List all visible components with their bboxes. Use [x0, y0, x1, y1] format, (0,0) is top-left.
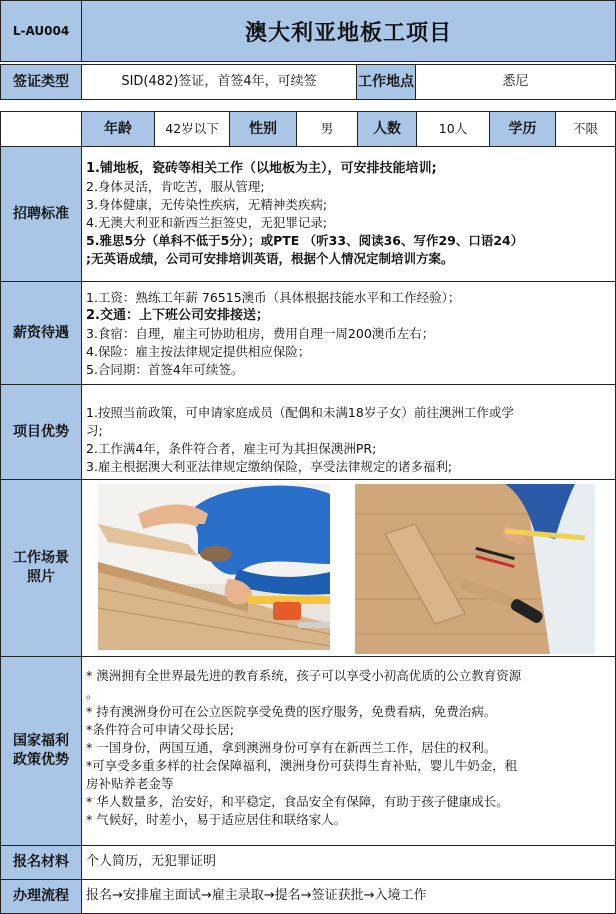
welfare-line-3: * 持有澳洲身份可在公立医院享受免费的医疗服务，免费看病，免费治病。: [86, 704, 497, 719]
page-title-text: 澳大利亚地板工项目: [244, 20, 452, 46]
process-label: 办理流程: [0, 879, 82, 914]
salary-line-4: 4.保险：雇主按法律规定提供相应保险；: [86, 344, 311, 359]
welfare-line-2: 。: [86, 686, 99, 701]
headcount-value: 10人: [416, 111, 490, 147]
recruit-content: [81, 146, 616, 282]
salary-label: 薪资待遇: [0, 281, 82, 385]
recruit-line-4: 4.无澳大利亚和新西兰拒签史，无犯罪记录;: [86, 215, 328, 230]
gender-value: 男: [296, 111, 358, 147]
flooring-tools-photo-2: [355, 484, 595, 654]
advantages-label: 项目优势: [0, 384, 82, 480]
salary-line-5: 5.合同期：首签4年可续签。: [86, 362, 244, 377]
photos-label-line2: 照片: [27, 569, 55, 585]
salary-line-1: 1.工资：熟练工年薪 76515澳币（具体根据技能水平和工作经验）；: [86, 290, 461, 305]
visa-type-value: SID(482)签证，首签4年，可续签: [81, 64, 357, 100]
welfare-label-line1: 国家福利: [13, 733, 69, 749]
recruit-line-1: 1.铺地板，瓷砖等相关工作（以地板为主），可安排技能培训;: [86, 161, 437, 176]
flooring-worker-photo-1: [98, 484, 330, 650]
headcount-label: 人数: [357, 111, 417, 147]
visa-type-label: 签证类型: [0, 64, 82, 100]
welfare-line-4: *条件符合可申请父母长居;: [86, 722, 234, 737]
welfare-content: [81, 656, 616, 846]
process-value: 报名→安排雇主面试→雇主录取→提名→签证获批→入境工作: [81, 879, 616, 914]
work-photo-1: [98, 484, 330, 650]
materials-label: 报名材料: [0, 845, 82, 880]
age-label: 年龄: [81, 111, 155, 147]
photos-label: [0, 479, 82, 657]
advantages-line-3: 2.工作满4年，条件符合者，雇主可为其担保澳洲PR;: [86, 441, 377, 456]
work-location-label: 工作地点: [356, 64, 416, 100]
welfare-line-1: * 澳洲拥有全世界最先进的教育系统，孩子可以享受小初高优质的公立教育资源: [86, 668, 522, 683]
project-code: [0, 0, 82, 62]
recruit-line-3: 3.身体健康，无传染性疾病，无精神类疾病;: [86, 197, 328, 212]
education-value: 不限: [555, 111, 616, 147]
salary-content: [81, 281, 616, 385]
advantages-line-4: 3.雇主根据澳大利亚法律规定缴纳保险，享受法律规定的诸多福利;: [86, 459, 453, 474]
recruit-label: 招聘标准: [0, 146, 82, 282]
welfare-line-5: * 一国身份，两国互通，拿到澳洲身份可享有在新西兰工作，居住的权利。: [86, 740, 497, 755]
gender-label: 性别: [229, 111, 297, 147]
welfare-line-6: *可享受多重多样的社会保障福利，澳洲身份可获得生育补贴，婴儿牛奶金，租: [86, 758, 518, 773]
welfare-label-line2: 政策优势: [13, 752, 69, 768]
work-location-value: 悉尼: [415, 64, 616, 100]
recruit-line-5: 5.雅思5分（单科不低于5分）；或PTE （听33、阅读36、写作29、口语24）: [86, 233, 524, 248]
education-label: 学历: [489, 111, 556, 147]
materials-value: 个人简历，无犯罪证明: [81, 845, 616, 880]
photos-area: [81, 479, 616, 657]
welfare-line-9: * 气候好，时差小，易于适应居住和联络家人。: [86, 812, 347, 827]
stats-left-spacer: [0, 111, 82, 147]
project-code-text: L-AU004: [12, 24, 70, 38]
advantages-line-2: 习;: [86, 423, 103, 438]
welfare-line-7: 房补贴养老金等: [86, 776, 174, 791]
photos-label-line1: 工作场景: [13, 550, 69, 566]
recruit-line-6: ;无英语成绩，公司可安排培训英语，根据个人情况定制培训方案。: [86, 251, 454, 266]
welfare-label: [0, 656, 82, 846]
salary-line-3: 3.食宿：自理，雇主可协助租房，费用自理一周200澳币左右；: [86, 326, 435, 341]
advantages-line-1: 1.按照当前政策，可申请家庭成员（配偶和未满18岁子女）前往澳洲工作或学: [86, 405, 514, 420]
advantages-content: [81, 384, 616, 480]
welfare-line-8: * 华人数量多，治安好，和平稳定，食品安全有保障，有助于孩子健康成长。: [86, 794, 509, 809]
age-value: 42岁以下: [154, 111, 230, 147]
page-title: [81, 0, 616, 62]
recruit-line-2: 2.身体灵活，肯吃苦，服从管理;: [86, 179, 265, 194]
work-photo-2: [355, 484, 595, 654]
salary-line-2: 2.交通：上下班公司安排接送；: [86, 308, 269, 323]
